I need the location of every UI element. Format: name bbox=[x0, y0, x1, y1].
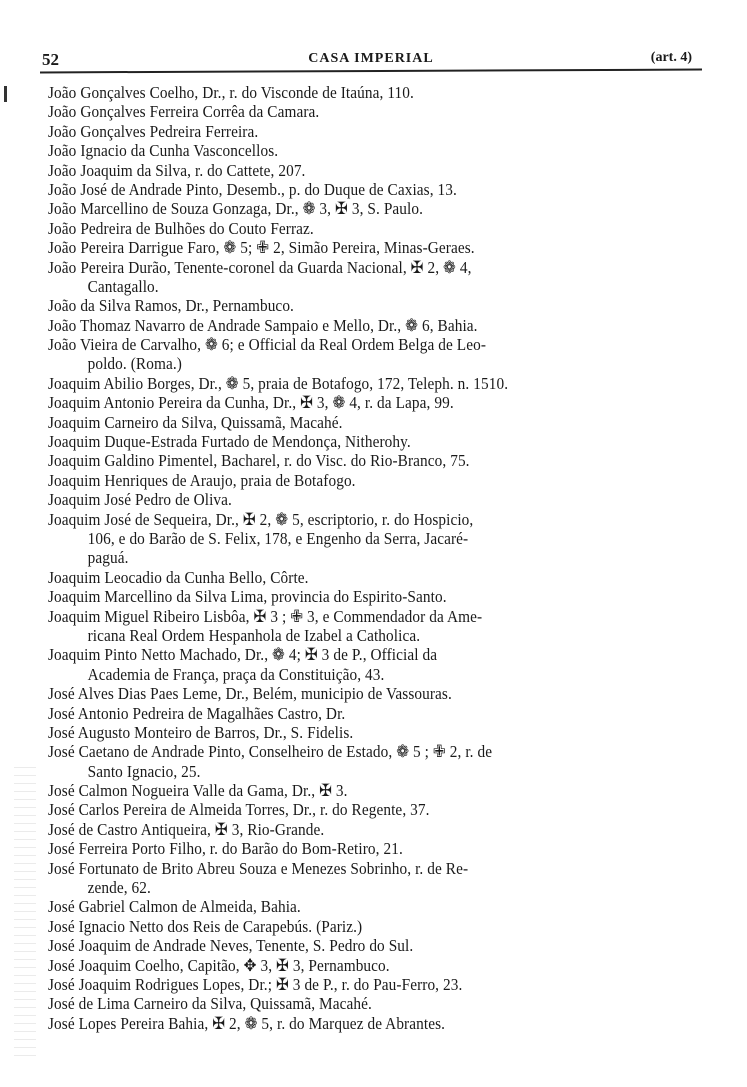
list-entry bbox=[48, 742, 708, 781]
list-entry bbox=[48, 510, 708, 568]
entry-continuation-line: Santo Ignacio, 25. bbox=[87, 761, 201, 781]
entry-line: José Alves Dias Paes Leme, Dr., Belém, municipio de Vassouras. bbox=[48, 684, 452, 704]
entry-continuation-line: Academia de França, praça da Constituição, 43. bbox=[87, 664, 385, 684]
entry-line: Joaquim Carneiro da Silva, Quissamã, Macahé. bbox=[48, 412, 343, 432]
entry-line: João Vieira de Carvalho, ❁ 6; e Official da Real Ordem Belga de Leo- bbox=[48, 335, 487, 355]
entry-line: Joaquim Henriques de Araujo, praia de Botafogo. bbox=[48, 470, 356, 490]
entry-continuation-line: ricana Real Ordem Hespanhola de Izabel a Catholica. bbox=[87, 625, 421, 645]
list-entry bbox=[48, 994, 708, 1013]
list-entry bbox=[48, 219, 708, 238]
list-entry bbox=[48, 432, 708, 451]
list-entry bbox=[48, 859, 708, 898]
entry-continuation-line: poldo. (Roma.) bbox=[87, 354, 182, 374]
list-entry bbox=[48, 374, 708, 393]
entry-line: Joaquim Pinto Netto Machado, Dr., ❁ 4; ✠ 3 de P., Official da bbox=[48, 645, 438, 665]
list-entry bbox=[48, 122, 708, 141]
entry-line: João Thomaz Navarro de Andrade Sampaio e Mello, Dr., ❁ 6, Bahia. bbox=[48, 315, 478, 335]
list-entry bbox=[48, 917, 708, 936]
entry-line: José Fortunato de Brito Abreu Souza e Menezes Sobrinho, r. de Re- bbox=[48, 858, 469, 878]
list-entry bbox=[48, 199, 708, 218]
list-entry bbox=[48, 936, 708, 955]
entry-line: Joaquim Galdino Pimentel, Bacharel, r. do Visc. do Rio-Branco, 75. bbox=[48, 451, 470, 471]
list-entry bbox=[48, 897, 708, 916]
list-entry bbox=[48, 820, 708, 839]
list-entry bbox=[48, 296, 708, 315]
list-entry bbox=[48, 102, 708, 121]
entry-line: João Pereira Darrigue Faro, ❁ 5; ✙ 2, Simão Pereira, Minas-Geraes. bbox=[48, 238, 475, 258]
list-entry bbox=[48, 335, 708, 374]
list-entry bbox=[48, 471, 708, 490]
entry-line: José Calmon Nogueira Valle da Gama, Dr., ✠ 3. bbox=[48, 781, 348, 801]
entry-line: João Joaquim da Silva, r. do Cattete, 207. bbox=[48, 160, 306, 180]
margin-mark bbox=[4, 86, 7, 102]
entry-line: João José de Andrade Pinto, Desemb., p. do Duque de Caxias, 13. bbox=[48, 179, 457, 199]
list-entry bbox=[48, 800, 708, 819]
list-entry bbox=[48, 839, 708, 858]
entry-continuation-line: 106, e do Barão de S. Felix, 178, e Engenho da Serra, Jacaré- bbox=[87, 528, 469, 548]
section-label: (art. 4) bbox=[650, 50, 692, 65]
entry-line: José Carlos Pereira de Almeida Torres, Dr., r. do Regente, 37. bbox=[48, 800, 430, 820]
entry-line: José Ferreira Porto Filho, r. do Barão do Bom-Retiro, 21. bbox=[48, 839, 403, 859]
entry-continuation-line: paguá. bbox=[87, 548, 129, 568]
entry-line: José Antonio Pedreira de Magalhães Castro, Dr. bbox=[48, 703, 346, 723]
entry-list bbox=[48, 83, 708, 1033]
entry-line: Joaquim José Pedro de Oliva. bbox=[48, 490, 232, 510]
entry-line: Joaquim Marcellino da Silva Lima, provincia do Espirito-Santo. bbox=[48, 587, 447, 607]
list-entry bbox=[48, 568, 708, 587]
list-entry bbox=[48, 490, 708, 509]
entry-line: João Pedreira de Bulhões do Couto Ferraz. bbox=[48, 218, 314, 238]
entry-continuation-line: zende, 62. bbox=[87, 878, 151, 898]
list-entry bbox=[48, 83, 708, 102]
entry-line: João Marcellino de Souza Gonzaga, Dr., ❁ 3, ✠ 3, S. Paulo. bbox=[48, 199, 424, 219]
entry-line: Joaquim Abilio Borges, Dr., ❁ 5, praia de Botafogo, 172, Teleph. n. 1510. bbox=[48, 373, 509, 393]
entry-line: José Augusto Monteiro de Barros, Dr., S. Fidelis. bbox=[48, 722, 354, 742]
entry-line: Joaquim Antonio Pereira da Cunha, Dr., ✠ 3, ❁ 4, r. da Lapa, 99. bbox=[48, 393, 454, 413]
list-entry bbox=[48, 1014, 708, 1033]
page-edge-speckle bbox=[14, 760, 36, 1060]
list-entry bbox=[48, 141, 708, 160]
list-entry bbox=[48, 316, 708, 335]
list-entry bbox=[48, 587, 708, 606]
list-entry bbox=[48, 393, 708, 412]
list-entry bbox=[48, 704, 708, 723]
entry-line: João Gonçalves Pedreira Ferreira. bbox=[48, 121, 259, 141]
list-entry bbox=[48, 975, 708, 994]
entry-line: José Gabriel Calmon de Almeida, Bahia. bbox=[48, 897, 301, 917]
list-entry bbox=[48, 684, 708, 703]
entry-line: José Lopes Pereira Bahia, ✠ 2, ❁ 5, r. do Marquez de Abrantes. bbox=[48, 1013, 446, 1033]
entry-line: José de Castro Antiqueira, ✠ 3, Rio-Grande. bbox=[48, 819, 325, 839]
list-entry bbox=[48, 781, 708, 800]
entry-line: João da Silva Ramos, Dr., Pernambuco. bbox=[48, 296, 294, 316]
list-entry bbox=[48, 161, 708, 180]
entry-line: João Pereira Durão, Tenente-coronel da Guarda Nacional, ✠ 2, ❁ 4, bbox=[48, 257, 472, 277]
entry-line: João Gonçalves Coelho, Dr., r. do Visconde de Itaúna, 110. bbox=[48, 83, 414, 102]
list-entry bbox=[48, 723, 708, 742]
entry-line: José Ignacio Netto dos Reis de Carapebús. (Pariz.) bbox=[48, 916, 363, 936]
entry-line: José Joaquim Coelho, Capitão, ✥ 3, ✠ 3, Pernambuco. bbox=[48, 955, 390, 975]
list-entry bbox=[48, 180, 708, 199]
entry-line: José Joaquim Rodrigues Lopes, Dr.; ✠ 3 de P., r. do Pau-Ferro, 23. bbox=[48, 974, 463, 994]
list-entry bbox=[48, 645, 708, 684]
list-entry bbox=[48, 956, 708, 975]
entry-line: Joaquim Leocadio da Cunha Bello, Côrte. bbox=[48, 567, 309, 587]
entry-continuation-line: Cantagallo. bbox=[87, 276, 159, 296]
entry-line: Joaquim Duque-Estrada Furtado de Mendonça, Nitherohy. bbox=[48, 432, 411, 452]
list-entry bbox=[48, 451, 708, 470]
entry-line: João Gonçalves Ferreira Corrêa da Camara. bbox=[48, 102, 320, 122]
entry-line: José de Lima Carneiro da Silva, Quissamã, Macahé. bbox=[48, 994, 372, 1014]
entry-line: José Caetano de Andrade Pinto, Conselheiro de Estado, ❁ 5 ; ✙ 2, r. de bbox=[48, 742, 493, 762]
list-entry bbox=[48, 413, 708, 432]
entry-line: Joaquim Miguel Ribeiro Lisbôa, ✠ 3 ; ✙ 3, e Commendador da Ame- bbox=[48, 606, 483, 626]
list-entry bbox=[48, 607, 708, 646]
running-title: CASA IMPERIAL bbox=[308, 51, 434, 66]
entry-line: João Ignacio da Cunha Vasconcellos. bbox=[48, 141, 279, 161]
list-entry bbox=[48, 258, 708, 297]
list-entry bbox=[48, 238, 708, 257]
entry-line: José Joaquim de Andrade Neves, Tenente, S. Pedro do Sul. bbox=[48, 936, 414, 956]
entry-line: Joaquim José de Sequeira, Dr., ✠ 2, ❁ 5, escriptorio, r. do Hospicio, bbox=[48, 509, 474, 529]
page-number: 52 bbox=[42, 50, 59, 69]
